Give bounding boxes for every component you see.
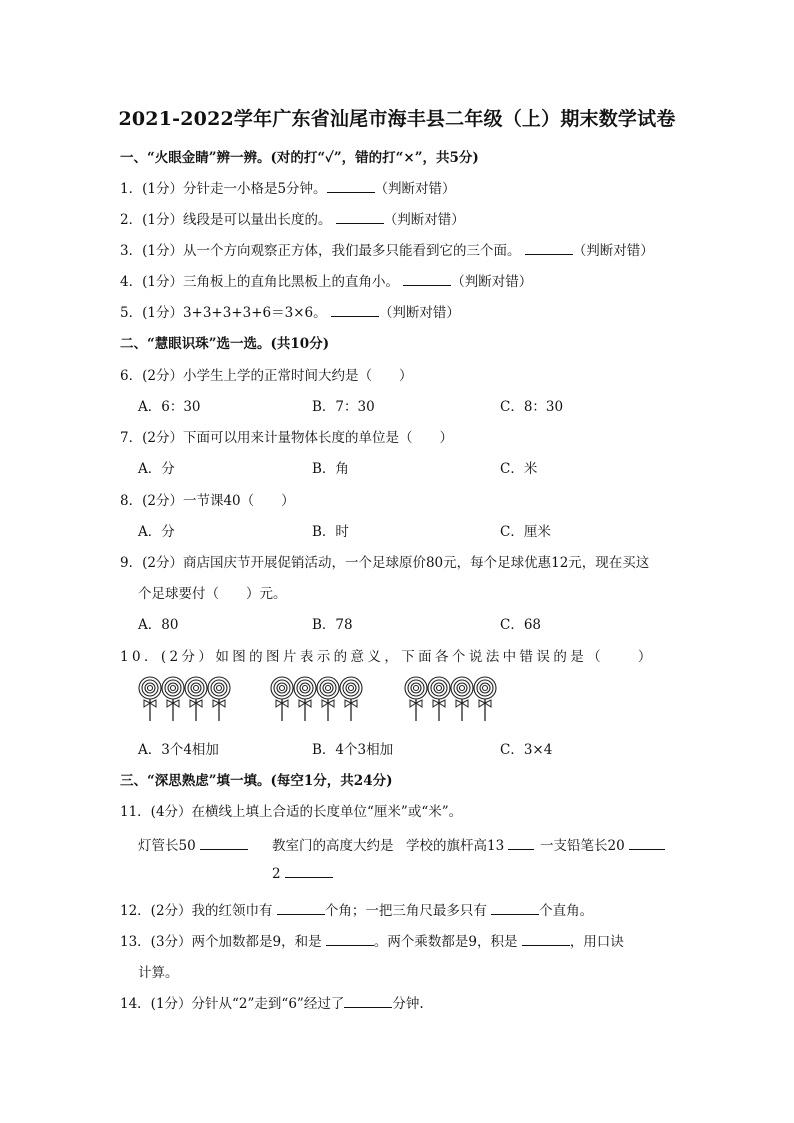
- item-label: 一支铅笔长20: [540, 838, 625, 854]
- question-6-option-b[interactable]: B．7：30: [312, 399, 375, 415]
- answer-blank[interactable]: [336, 211, 384, 224]
- lollipop-icon: [207, 676, 231, 722]
- question-9-option-c[interactable]: C．68: [500, 617, 542, 633]
- lollipop-icon: [450, 676, 474, 722]
- question-12: [120, 899, 593, 919]
- question-1: [120, 177, 456, 197]
- question-13-text-c: ，用口诀: [569, 934, 624, 950]
- lollipop-icon: [138, 676, 162, 722]
- lollipop-icon: [339, 676, 363, 722]
- question-6-option-a[interactable]: A．6：30: [138, 399, 201, 415]
- judge-label: （判断对错）: [451, 274, 533, 290]
- question-8-option-b[interactable]: B．时: [312, 524, 349, 540]
- answer-blank[interactable]: [277, 902, 325, 915]
- answer-blank[interactable]: [200, 837, 248, 850]
- question-7-option-a[interactable]: A．分: [138, 461, 175, 477]
- question-5: [120, 301, 460, 321]
- question-6: 6．(2分）小学生上学的正常时间大约是（ ）: [120, 368, 413, 384]
- question-10-option-b[interactable]: B．4个3相加: [312, 742, 394, 758]
- question-6-option-c[interactable]: C．8：30: [500, 399, 564, 415]
- answer-blank[interactable]: [326, 933, 374, 946]
- answer-blank[interactable]: [327, 180, 375, 193]
- lollipop-icon: [316, 676, 340, 722]
- item-label: 灯管长50: [138, 838, 196, 854]
- section-1-heading: 一、“火眼金睛”辨一辨。(对的打“✓”，错的打“×”，共5分): [120, 150, 479, 166]
- question-5-text: 5．(1分）3+3+3+3+6＝3×6。: [120, 305, 327, 321]
- question-9-option-a[interactable]: A．80: [138, 617, 179, 633]
- question-11-item-2: [272, 834, 394, 854]
- question-2: [120, 208, 465, 228]
- answer-blank[interactable]: [285, 865, 333, 878]
- question-13-line-2: 计算。: [138, 965, 179, 981]
- question-11-item-4: [540, 834, 665, 854]
- question-11-item-2-continued: [272, 865, 333, 882]
- lollipop-icon: [184, 676, 208, 722]
- judge-label: （判断对错）: [374, 181, 456, 197]
- question-7-option-c[interactable]: C．米: [500, 461, 538, 477]
- question-7-option-b[interactable]: B．角: [312, 461, 349, 477]
- item-label: 2: [272, 866, 281, 882]
- question-9-line-2: 个足球要付（ ）元。: [138, 586, 287, 602]
- question-8-option-c[interactable]: C．厘米: [500, 524, 551, 540]
- section-3-heading: 三、“深思熟虑”填一填。(每空1分，共24分): [120, 773, 393, 789]
- question-10-option-a[interactable]: A．3个4相加: [138, 742, 219, 758]
- question-10-option-c[interactable]: C．3×4: [500, 742, 553, 758]
- question-11: 11．(4分）在横线上填上合适的长度单位“厘米”或“米”。: [120, 804, 463, 820]
- answer-blank[interactable]: [522, 933, 570, 946]
- item-label: 学校的旗杆高13: [406, 838, 505, 854]
- question-13-text-a: 13．(3分）两个加数都是9，和是: [120, 934, 322, 950]
- question-10: 10．(2分）如图的图片表示的意义，下面各个说法中错误的是（ ）: [120, 649, 655, 665]
- exam-title: 2021-2022学年广东省汕尾市海丰县二年级（上）期末数学试卷: [118, 108, 676, 130]
- judge-label: （判断对错）: [572, 243, 654, 259]
- answer-blank[interactable]: [331, 304, 379, 317]
- question-14: [120, 992, 424, 1012]
- question-12-text-a: 12．(2分）我的红领巾有: [120, 903, 273, 919]
- answer-blank[interactable]: [525, 242, 573, 255]
- lollipop-icon: [293, 676, 317, 722]
- question-9-option-b[interactable]: B．78: [312, 617, 353, 633]
- question-11-item-3: [406, 834, 534, 854]
- answer-blank[interactable]: [344, 995, 392, 1008]
- lollipop-icon: [161, 676, 185, 722]
- lollipop-icon: [473, 676, 497, 722]
- answer-blank[interactable]: [403, 273, 451, 286]
- question-2-text: 2．(1分）线段是可以量出长度的。: [120, 212, 332, 228]
- item-label: 教室门的高度大约是: [272, 838, 394, 854]
- question-4-text: 4．(1分）三角板上的直角比黑板上的直角小。: [120, 274, 399, 290]
- question-3-text: 3．(1分）从一个方向观察正方体，我们最多只能看到它的三个面。: [120, 243, 521, 259]
- judge-label: （判断对错）: [383, 212, 465, 228]
- question-8-option-a[interactable]: A．分: [138, 524, 175, 540]
- question-9-line-1: 9．(2分）商店国庆节开展促销活动，一个足球原价80元，每个足球优惠12元，现在买这: [120, 555, 650, 571]
- question-7: 7．(2分）下面可以用来计量物体长度的单位是（ ）: [120, 430, 453, 446]
- question-14-text-a: 14．(1分）分针从“2”走到“6”经过了: [120, 996, 345, 1012]
- answer-blank[interactable]: [629, 837, 665, 850]
- question-4: [120, 270, 532, 290]
- question-8: 8．(2分）一节课40（ ）: [120, 493, 295, 509]
- lollipop-icon: [427, 676, 451, 722]
- question-13: [120, 930, 624, 950]
- judge-label: （判断对错）: [378, 305, 460, 321]
- question-3: [120, 239, 654, 259]
- question-12-text-c: 个直角。: [539, 903, 594, 919]
- answer-blank[interactable]: [491, 902, 539, 915]
- question-14-text-b: 分钟.: [392, 996, 424, 1012]
- question-13-text-b: 。两个乘数都是9，积是: [373, 934, 518, 950]
- lollipop-icon: [270, 676, 294, 722]
- lollipop-icon: [404, 676, 428, 722]
- question-1-text: 1．(1分）分针走一小格是5分钟。: [120, 181, 327, 197]
- question-12-text-b: 个角；一把三角尺最多只有: [324, 903, 487, 919]
- answer-blank[interactable]: [508, 837, 534, 850]
- question-11-item-1: [138, 834, 248, 854]
- section-2-heading: 二、“慧眼识珠”选一选。(共10分): [120, 336, 330, 352]
